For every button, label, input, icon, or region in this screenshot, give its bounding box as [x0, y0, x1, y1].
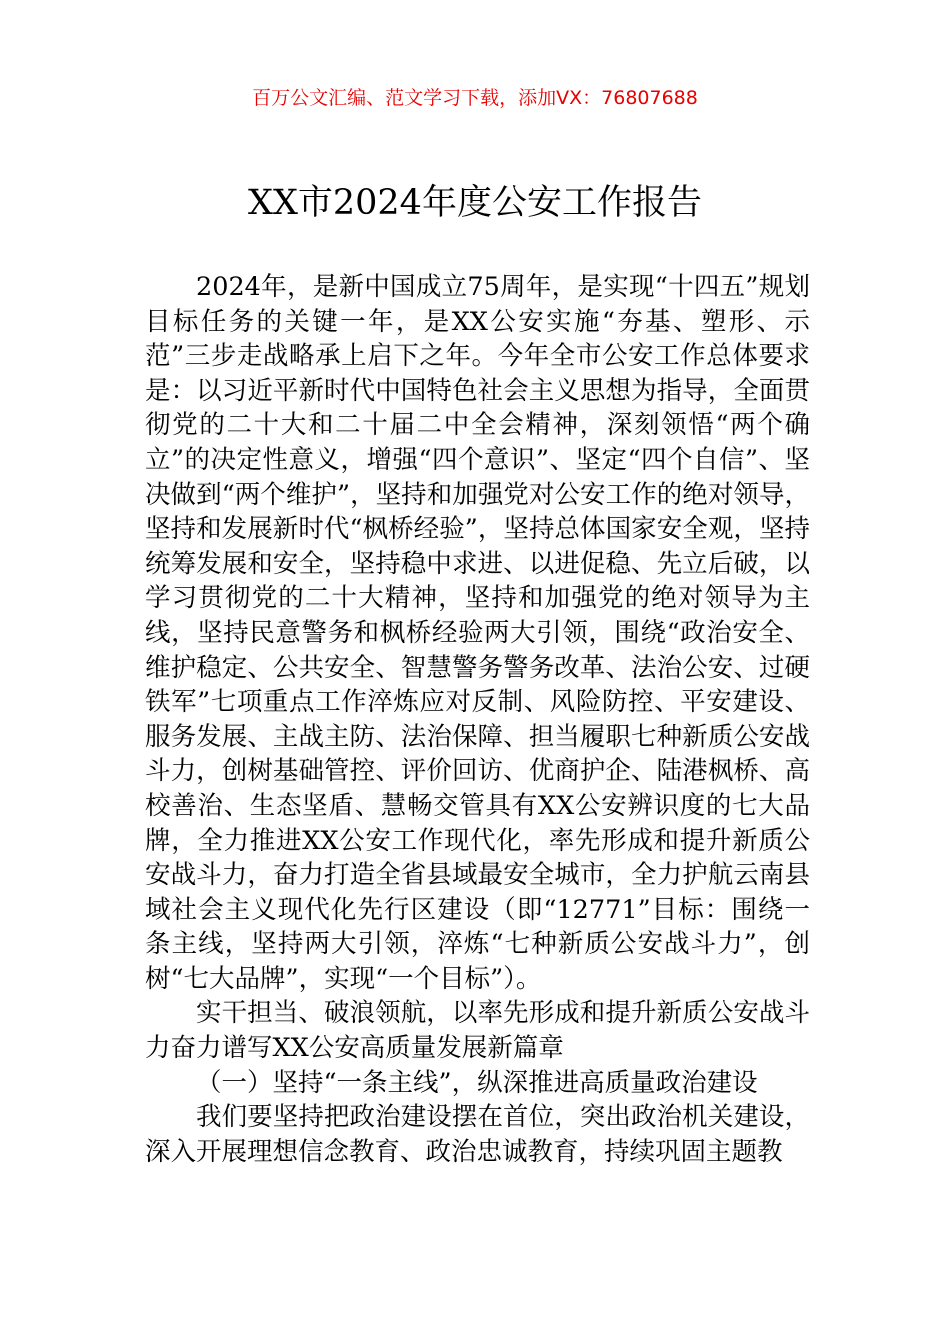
paragraph-subheading: （一）坚持“一条主线”，纵深推进高质量政治建设 — [196, 1067, 758, 1098]
document-title: XX市2024年度公安工作报告 — [248, 183, 702, 223]
watermark-banner: 百万公文汇编、范文学习下载，添加VX：76807688 — [252, 87, 698, 109]
document-body — [145, 270, 810, 1169]
paragraph-intro: 2024年，是新中国成立75周年，是实现“十四五”规划目标任务的关键一年，是XX公安实施“夯基、塑形、示范”三步走战略承上启下之年。今年全市公安工作总体要求是：以习近平新时代中国特色社会主义思想为指导，全面贯彻党的二十大和二十届二中全会精神，深刻领悟“两个确立”的决定性意义，增强“四个意识”、坚定“四个自信”、坚决做到“两个维护”，坚持和加强党对公安工作的绝对领导，坚持和发展新时代“枫桥经验”，坚持总体国家安全观，坚持统筹发展和安全，坚持稳中求进、以进促稳、先立后破，以学习贯彻党的二十大精神，坚持和加强党的绝对领导为主线，坚持民意警务和枫桥经验两大引领，围绕“政治安全、维护稳定、公共安全、智慧警务警务改革、法治公安、过硬铁军”七项重点工作淬炼应对反制、风险防控、平安建设、服务发展、主战主防、法治保障、担当履职七种新质公安战斗力，创树基础管控、评价回访、优商护企、陆港枫桥、高校善治、生态坚盾、慧畅交管具有XX公安辨识度的七大品牌，全力推进XX公安工作现代化，率先形成和提升新质公安战斗力，奋力打造全省县域最安全城市，全力护航云南县域社会主义现代化先行区建设（即“12771”目标：围绕一条主线，坚持两大引领，淬炼“七种新质公安战斗力”，创树“七大品牌”，实现“一个目标”）。 — [145, 272, 810, 994]
paragraph-section-heading: 实干担当、破浪领航，以率先形成和提升新质公安战斗力奋力谱写XX公安高质量发展新篇章 — [145, 998, 810, 1064]
paragraph-body: 我们要坚持把政治建设摆在首位，突出政治机关建设，深入开展理想信念教育、政治忠诚教育，持续巩固主题教 — [145, 1102, 810, 1167]
